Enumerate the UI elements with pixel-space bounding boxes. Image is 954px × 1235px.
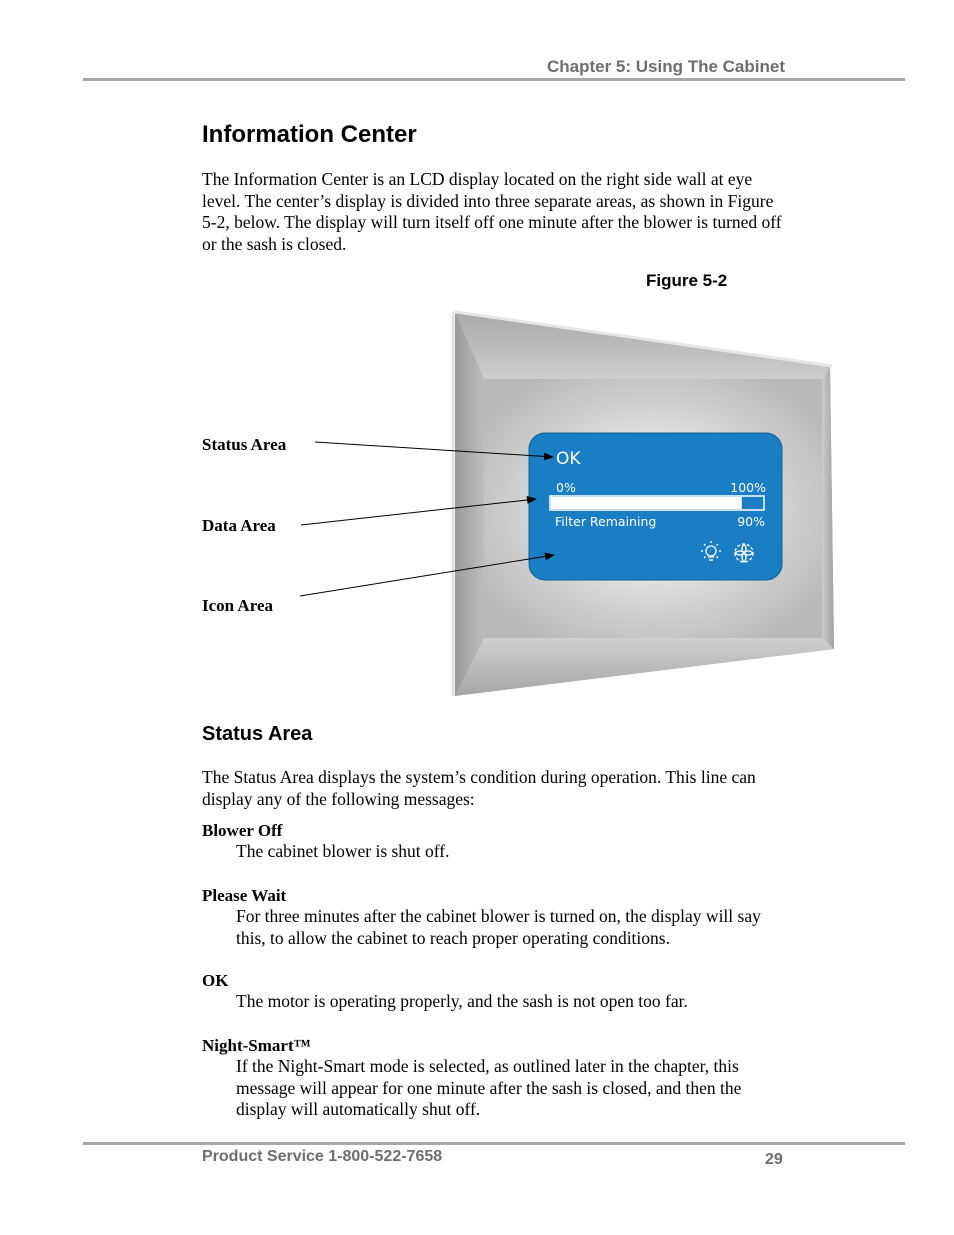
footer-rule xyxy=(83,1142,905,1145)
information-center-figure xyxy=(0,300,954,710)
bevel-right xyxy=(822,366,834,649)
section-title: Information Center xyxy=(202,121,417,148)
lcd-data-value: 90% xyxy=(737,514,765,529)
page-number: 29 xyxy=(765,1151,783,1168)
lcd-bar-max: 100% xyxy=(730,480,766,495)
message-item xyxy=(202,820,792,863)
running-header: Chapter 5: Using The Cabinet xyxy=(546,57,785,76)
footer-service-number: Product Service 1-800-522-7658 xyxy=(202,1148,443,1165)
status-area-description: The Status Area displays the system’s condition during operation. This line can display any of the following messages: xyxy=(202,767,756,809)
lcd-progress-fill xyxy=(551,497,742,509)
lcd-status-text: OK xyxy=(556,449,581,469)
lcd-bar-min: 0% xyxy=(556,480,576,495)
status-area-heading: Status Area xyxy=(202,723,313,745)
lcd-data-label: Filter Remaining xyxy=(555,514,657,529)
message-item xyxy=(202,885,792,949)
message-term: OK xyxy=(202,971,229,990)
callout-data-area: Data Area xyxy=(202,516,276,535)
intro-paragraph: The Information Center is an LCD display located on the right side wall at eye level. The center’s display is divided into three separate areas, as shown in Figure 5-2, below. The display will turn itself off one minute after the blower is turned off or the sash is closed. xyxy=(202,169,782,254)
message-term: Please Wait xyxy=(202,886,287,905)
message-term: Night-Smart™ xyxy=(202,1036,311,1055)
message-definition: If the Night-Smart mode is selected, as outlined later in the chapter, this message will appear for one minute after the sash is closed, and then the display will automatically shut off. xyxy=(236,1056,742,1119)
callout-status-area: Status Area xyxy=(202,435,287,454)
message-item xyxy=(202,970,792,1013)
bevel-bottom xyxy=(455,637,834,696)
message-definition: The motor is operating properly, and the sash is not open too far. xyxy=(236,991,688,1011)
callout-icon-area: Icon Area xyxy=(202,596,273,615)
bevel-top xyxy=(455,313,830,382)
message-definition: For three minutes after the cabinet blower is turned on, the display will say this, to allow the cabinet to reach proper operating conditions. xyxy=(236,906,761,948)
bevel-left xyxy=(455,313,484,696)
message-term: Blower Off xyxy=(202,821,283,840)
figure-caption: Figure 5-2 xyxy=(646,271,728,290)
header-rule xyxy=(83,78,905,81)
message-item xyxy=(202,1035,792,1121)
message-definition: The cabinet blower is shut off. xyxy=(236,841,450,861)
